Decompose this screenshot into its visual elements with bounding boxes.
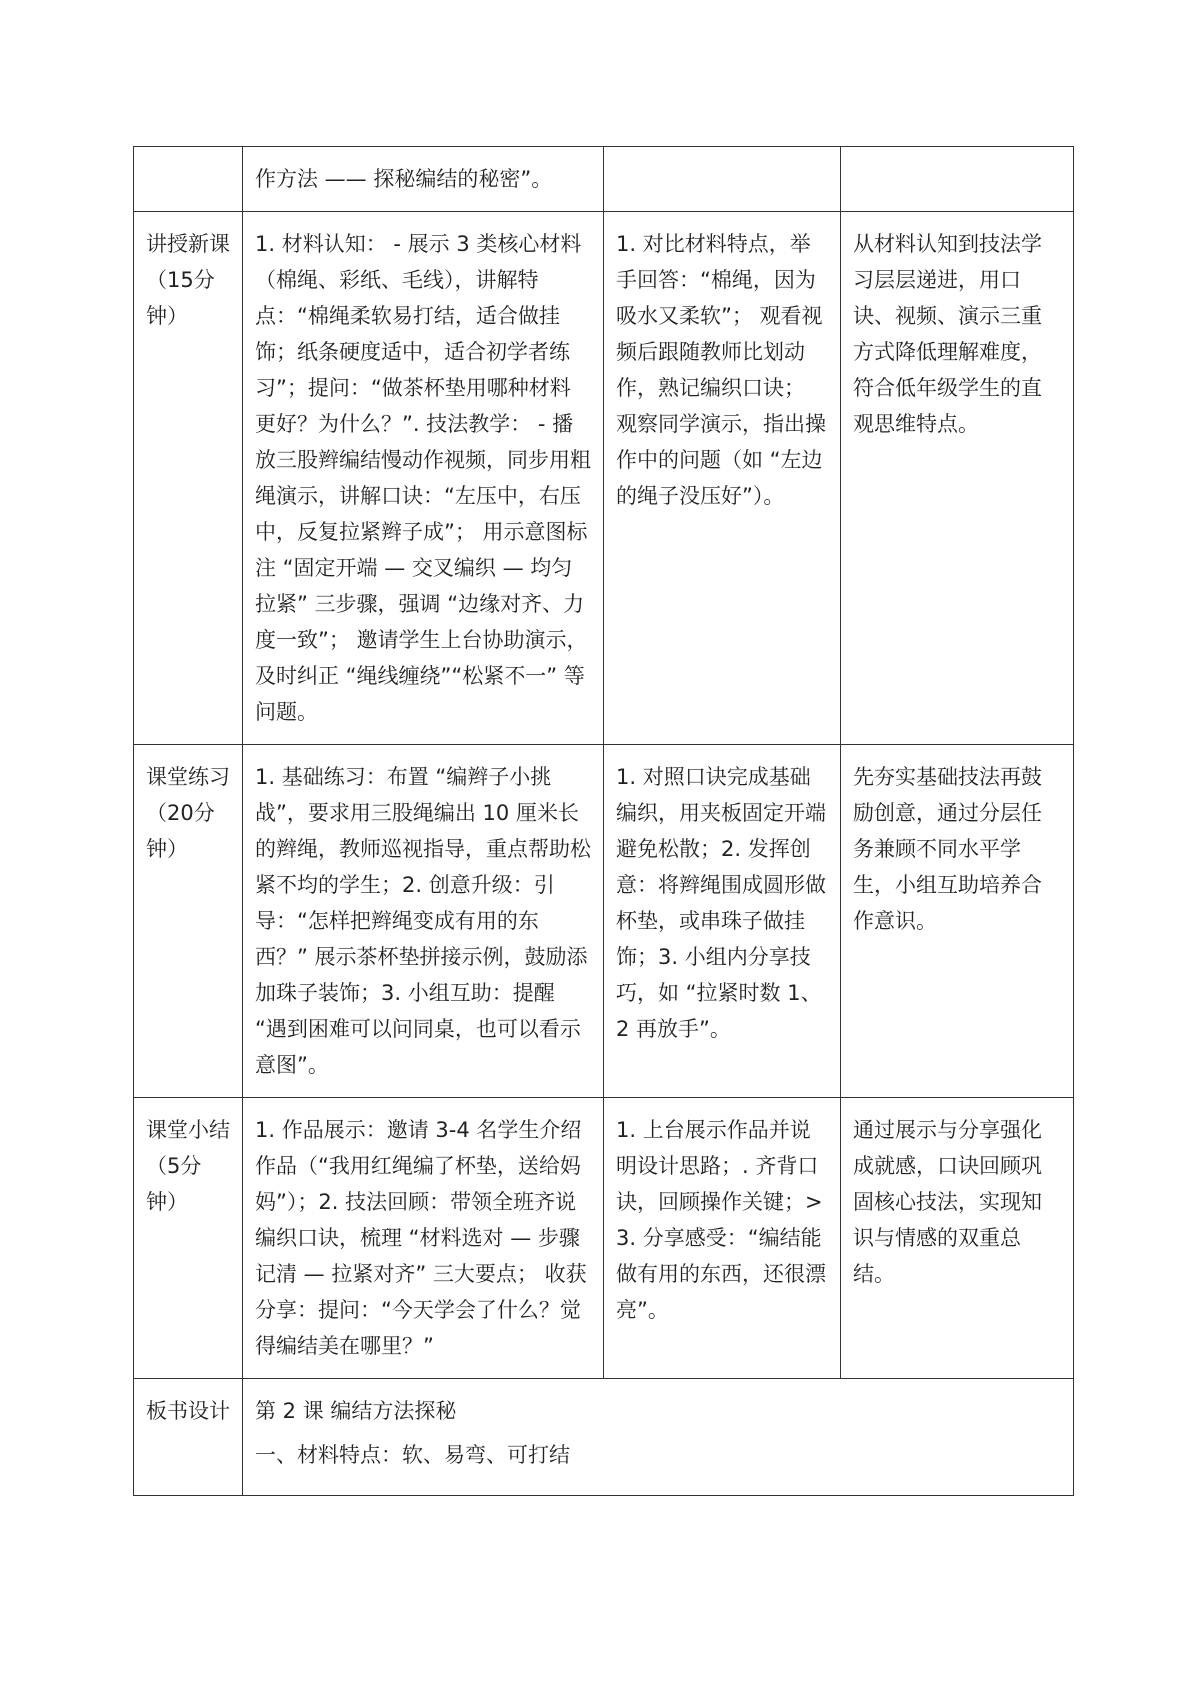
teacher-activity-cell: 1. 材料认知： - 展示 3 类核心材料（棉绳、彩纸、毛线），讲解特点：“棉绳柔软易打结，适合做挂饰；纸条硬度适中，适合初学者练习”；提问：“做茶杯垫用哪种材料更好？为什么？”. 技法教学： - 播放三股辫编结慢动作视频，同步用粗绳演示，讲解口诀：“左压中，右压中，反复拉紧辫子成”； 用示意图标注 “固定开端 — 交叉编织 — 均匀拉紧” 三步骤，强调 “边缘对齐、力度一致”； 邀请学生上台协助演示，及时纠正 “绳线缠绕”“松紧不一” 等问题。 (243, 212, 604, 745)
lesson-plan-table (133, 146, 1074, 1496)
student-activity-cell: 1. 对比材料特点，举手回答：“棉绳，因为吸水又柔软”； 观看视频后跟随教师比划动作，熟记编织口诀； 观察同学演示，指出操作中的问题（如 “左边的绳子没压好”）。 (604, 212, 841, 745)
board-design-cell (243, 1379, 1074, 1496)
table-row (134, 745, 1074, 1098)
student-activity-cell (604, 147, 841, 212)
teacher-activity-cell: 1. 作品展示：邀请 3-4 名学生介绍作品（“我用红绳编了杯垫，送给妈妈”）；2. 技法回顾：带领全班齐说编织口诀，梳理 “材料选对 — 步骤记清 — 拉紧对齐” 三大要点； 收获分享：提问：“今天学会了什么？觉得编结美在哪里？” (243, 1098, 604, 1379)
stage-cell: 课堂小结（5分钟） (134, 1098, 243, 1379)
board-line-title: 第 2 课 编结方法探秘 (255, 1399, 457, 1423)
table-row-board-design (134, 1379, 1074, 1496)
design-intent-cell: 从材料认知到技法学习层层递进，用口诀、视频、演示三重方式降低理解难度，符合低年级学生的直观思维特点。 (841, 212, 1074, 745)
table-row (134, 212, 1074, 745)
table-row (134, 147, 1074, 212)
stage-cell: 讲授新课（15分钟） (134, 212, 243, 745)
design-intent-cell: 先夯实基础技法再鼓励创意，通过分层任务兼顾不同水平学生，小组互助培养合作意识。 (841, 745, 1074, 1098)
teacher-activity-cell: 1. 基础练习：布置 “编辫子小挑战”，要求用三股绳编出 10 厘米长的辫绳，教师巡视指导，重点帮助松紧不均的学生；2. 创意升级：引导：“怎样把辫绳变成有用的东西？” 展示茶杯垫拼接示例，鼓励添加珠子装饰；3. 小组互助：提醒 “遇到困难可以问同桌，也可以看示意图”。 (243, 745, 604, 1098)
stage-cell: 板书设计 (134, 1379, 243, 1496)
table-row (134, 1098, 1074, 1379)
design-intent-cell: 通过展示与分享强化成就感，口诀回顾巩固核心技法，实现知识与情感的双重总结。 (841, 1098, 1074, 1379)
student-activity-cell: 1. 上台展示作品并说明设计思路；. 齐背口诀，回顾操作关键；>3. 分享感受：“编结能做有用的东西，还很漂亮”。 (604, 1098, 841, 1379)
board-line-materials: 一、材料特点：软、易弯、可打结 (255, 1443, 570, 1467)
stage-cell: 课堂练习（20分钟） (134, 745, 243, 1098)
stage-cell (134, 147, 243, 212)
teacher-activity-cell: 作方法 —— 探秘编结的秘密”。 (243, 147, 604, 212)
student-activity-cell: 1. 对照口诀完成基础编织，用夹板固定开端避免松散；2. 发挥创意：将辫绳围成圆形做杯垫，或串珠子做挂饰；3. 小组内分享技巧，如 “拉紧时数 1、2 再放手”。 (604, 745, 841, 1098)
design-intent-cell (841, 147, 1074, 212)
